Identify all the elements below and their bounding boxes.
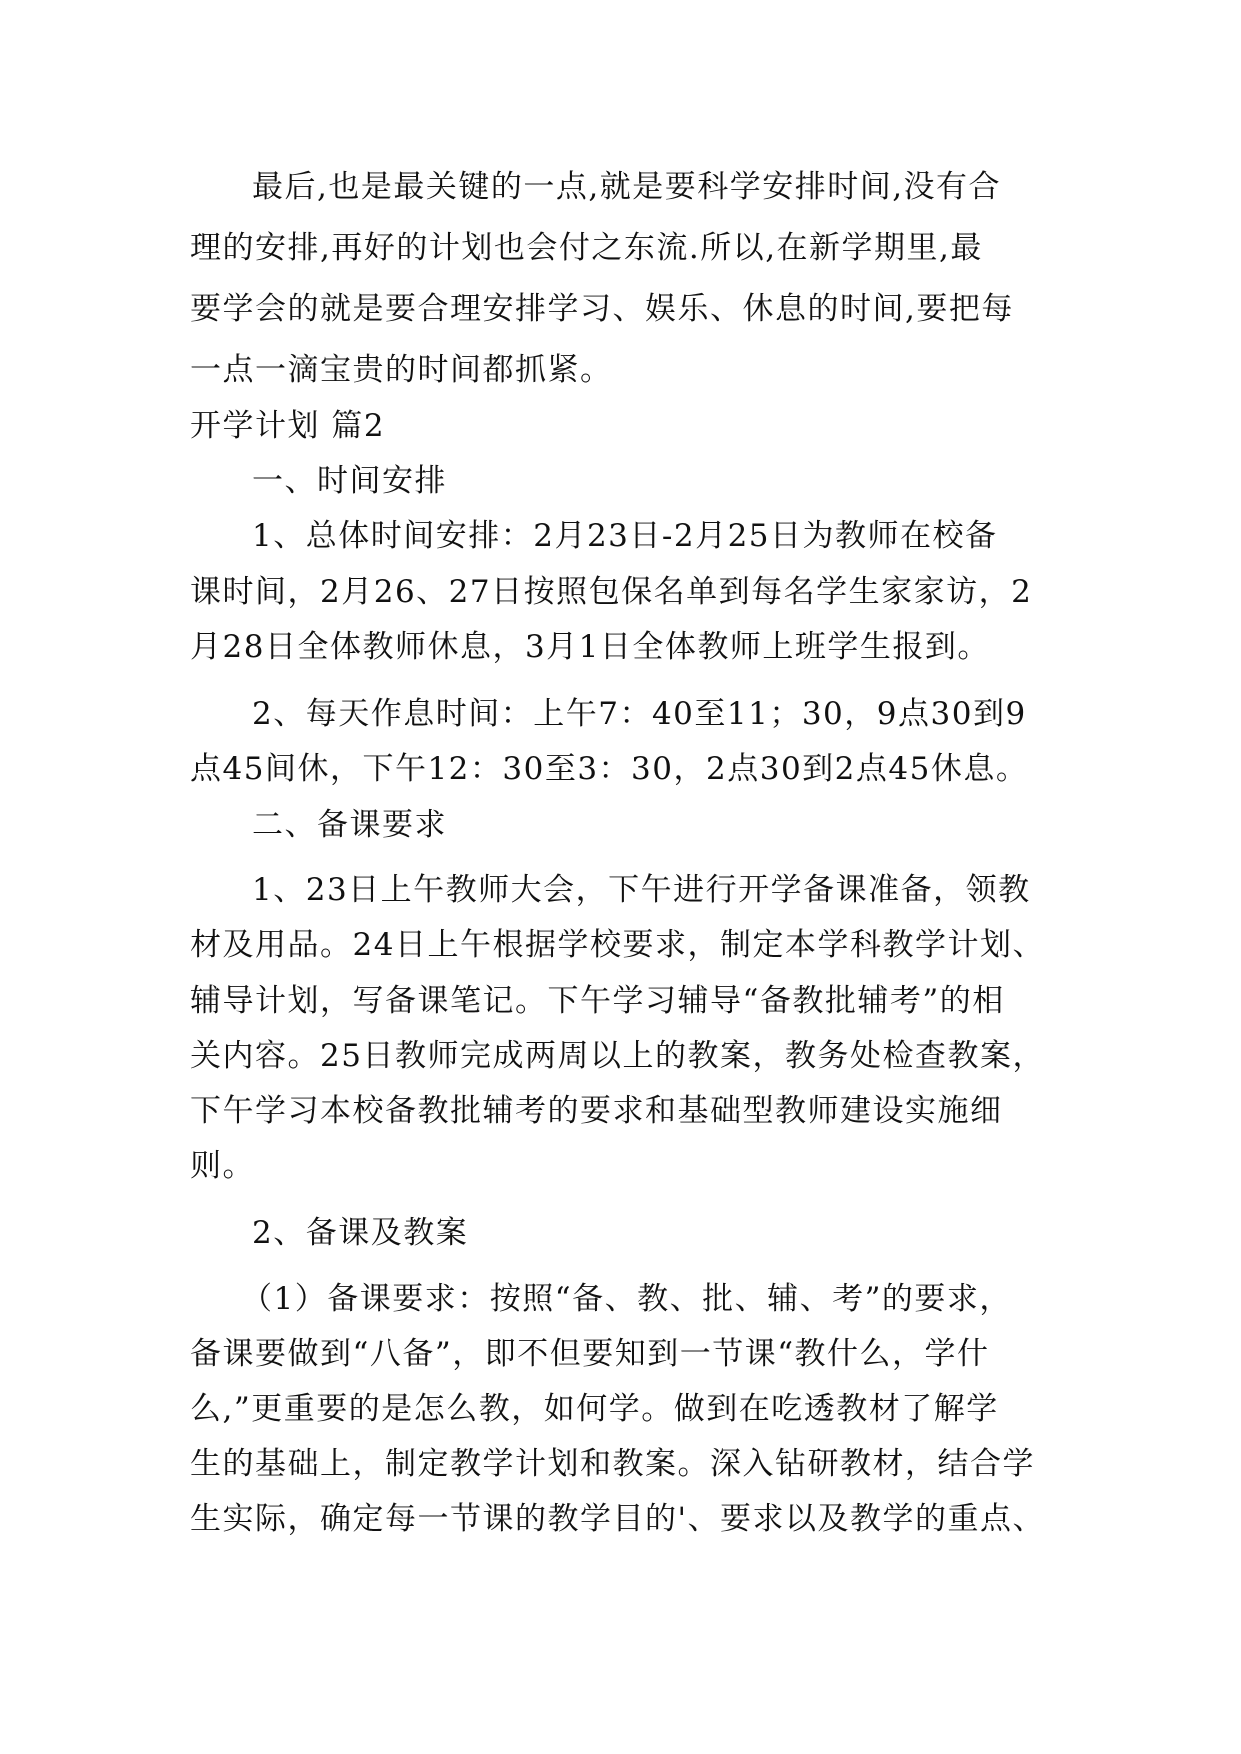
- paragraph-line: 课时间，2月26、27日按照包保名单到每名学生家家访，2: [190, 574, 1033, 610]
- paragraph-line: 么,”更重要的是怎么教，如何学。做到在吃透教材了解学: [190, 1391, 999, 1427]
- paragraph-line: 备课要做到“八备”，即不但要知到一节课“教什么，学什: [190, 1336, 990, 1372]
- paragraph-line: 一点一滴宝贵的时间都抓紧。: [190, 352, 613, 388]
- paragraph-line: 月28日全体教师休息，3月1日全体教师上班学生报到。: [190, 629, 990, 665]
- paragraph-line: 关内容。25日教师完成两周以上的教案，教务处检查教案，: [190, 1038, 1045, 1074]
- section-title: 开学计划 篇2: [190, 408, 386, 444]
- section-heading: 二、备课要求: [252, 807, 447, 843]
- paragraph-line: 1、23日上午教师大会，下午进行开学备课准备，领教: [252, 872, 1031, 908]
- paragraph-line: 生的基础上，制定教学计划和教案。深入钻研教材，结合学: [190, 1446, 1035, 1482]
- paragraph-line: 1、总体时间安排：2月23日-2月25日为教师在校备: [252, 518, 998, 554]
- paragraph-line: 生实际，确定每一节课的教学目的'、要求以及教学的重点、: [190, 1501, 1046, 1537]
- paragraph-line: 则。: [190, 1148, 255, 1184]
- section-heading: 一、时间安排: [252, 463, 447, 499]
- paragraph-line: 点45间休，下午12：30至3：30，2点30到2点45休息。: [190, 751, 1029, 787]
- paragraph-line: 材及用品。24日上午根据学校要求，制定本学科教学计划、: [190, 927, 1045, 963]
- paragraph-line: 下午学习本校备教批辅考的要求和基础型教师建设实施细: [190, 1093, 1003, 1129]
- paragraph-line: 2、每天作息时间：上午7：40至11；30，9点30到9: [252, 696, 1027, 732]
- paragraph-line: 要学会的就是要合理安排学习、娱乐、休息的时间,要把每: [190, 291, 1014, 327]
- paragraph-line: 辅导计划，写备课笔记。下午学习辅导“备教批辅考”的相: [190, 983, 1005, 1019]
- paragraph-line: 最后,也是最关键的一点,就是要科学安排时间,没有合: [252, 169, 1002, 205]
- paragraph-line: 理的安排,再好的计划也会付之东流.所以,在新学期里,最: [190, 230, 983, 266]
- section-heading: 2、备课及教案: [252, 1215, 469, 1251]
- paragraph-line: （1）备课要求：按照“备、教、批、辅、考”的要求，: [241, 1281, 1012, 1317]
